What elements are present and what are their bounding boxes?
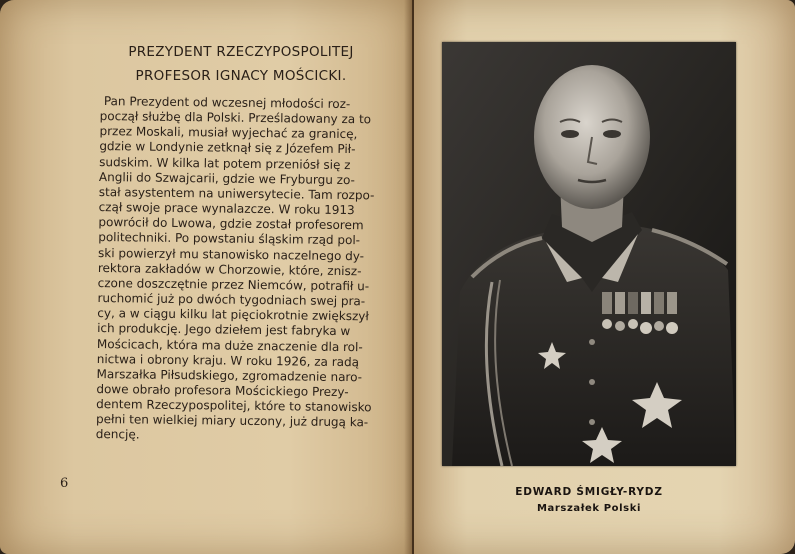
text-line: Marszałka Piłsudskiego, zgromadzenie naro- — [96, 366, 363, 385]
text-line: politechniki. Po powstaniu śląskim rząd pol- — [98, 230, 361, 248]
heading-line-2: PROFESOR IGNACY MOŚCICKI. — [135, 68, 347, 84]
text-line: dencję. — [95, 427, 140, 442]
text-line: rektora zakładów w Chorzowie, które, znisz- — [97, 260, 362, 278]
text-line: przez Moskali, musiał wyjechać za granicę, — [99, 124, 358, 142]
text-line: ski powierzył mu stanowisko naczelnego dy- — [97, 245, 365, 263]
text-line: ich produkcję. Jego dziełem jest fabryka w — [97, 321, 351, 339]
text-line: sudskim. W kilka lat potem przeniósł się z — [99, 154, 351, 172]
text-line: Anglii do Szwajcarii, gdzie we Fryburgu zo- — [98, 169, 355, 187]
text-line: Mościcach, która ma duże znaczenie dla rol- — [96, 336, 363, 354]
text-line: nictwa i obrony kraju. W roku 1926, za radą — [96, 351, 360, 369]
portrait-photo-icon — [442, 42, 736, 466]
text-line: ruchomić już po dwóch tygodniach swej pra- — [97, 291, 366, 309]
text-line: powrócił do Lwowa, gdzie został profesorem — [98, 215, 364, 233]
text-line: czone doszczętnie przez Niemców, potrafił u- — [97, 275, 370, 294]
text-line: począł służbę dla Polski. Prześladowany za to — [99, 109, 372, 127]
text-line: dentem Rzeczypospolitej, które to stanowisko — [96, 397, 372, 415]
text-line: cy, a w ciągu kilku lat pięciokrotnie zwiększył — [97, 306, 369, 324]
page-number: 6 — [60, 476, 69, 491]
body-text — [96, 94, 392, 446]
heading-line-1: PREZYDENT RZECZYPOSPOLITEJ — [128, 44, 354, 60]
portrait-photo — [442, 42, 736, 466]
portrait-caption-title: Marszałek Polski — [536, 503, 642, 514]
portrait-caption-name: EDWARD ŚMIGŁY-RYDZ — [515, 486, 663, 498]
text-line: pełni ten wielkiej miary uczony, już drugą ka- — [95, 412, 369, 430]
text-line: stał asystentem na uniwersytecie. Tam rozpo- — [98, 184, 375, 203]
text-line: dowe obrało profesora Mościckiego Prezy- — [96, 381, 349, 400]
text-line: czął swoje prace wynalazcze. W roku 1913 — [98, 200, 355, 218]
text-line: Pan Prezydent od wczesnej młodości roz- — [103, 94, 351, 112]
text-line: gdzie w Londynie zetknął się z Józefem Pił- — [99, 139, 356, 157]
